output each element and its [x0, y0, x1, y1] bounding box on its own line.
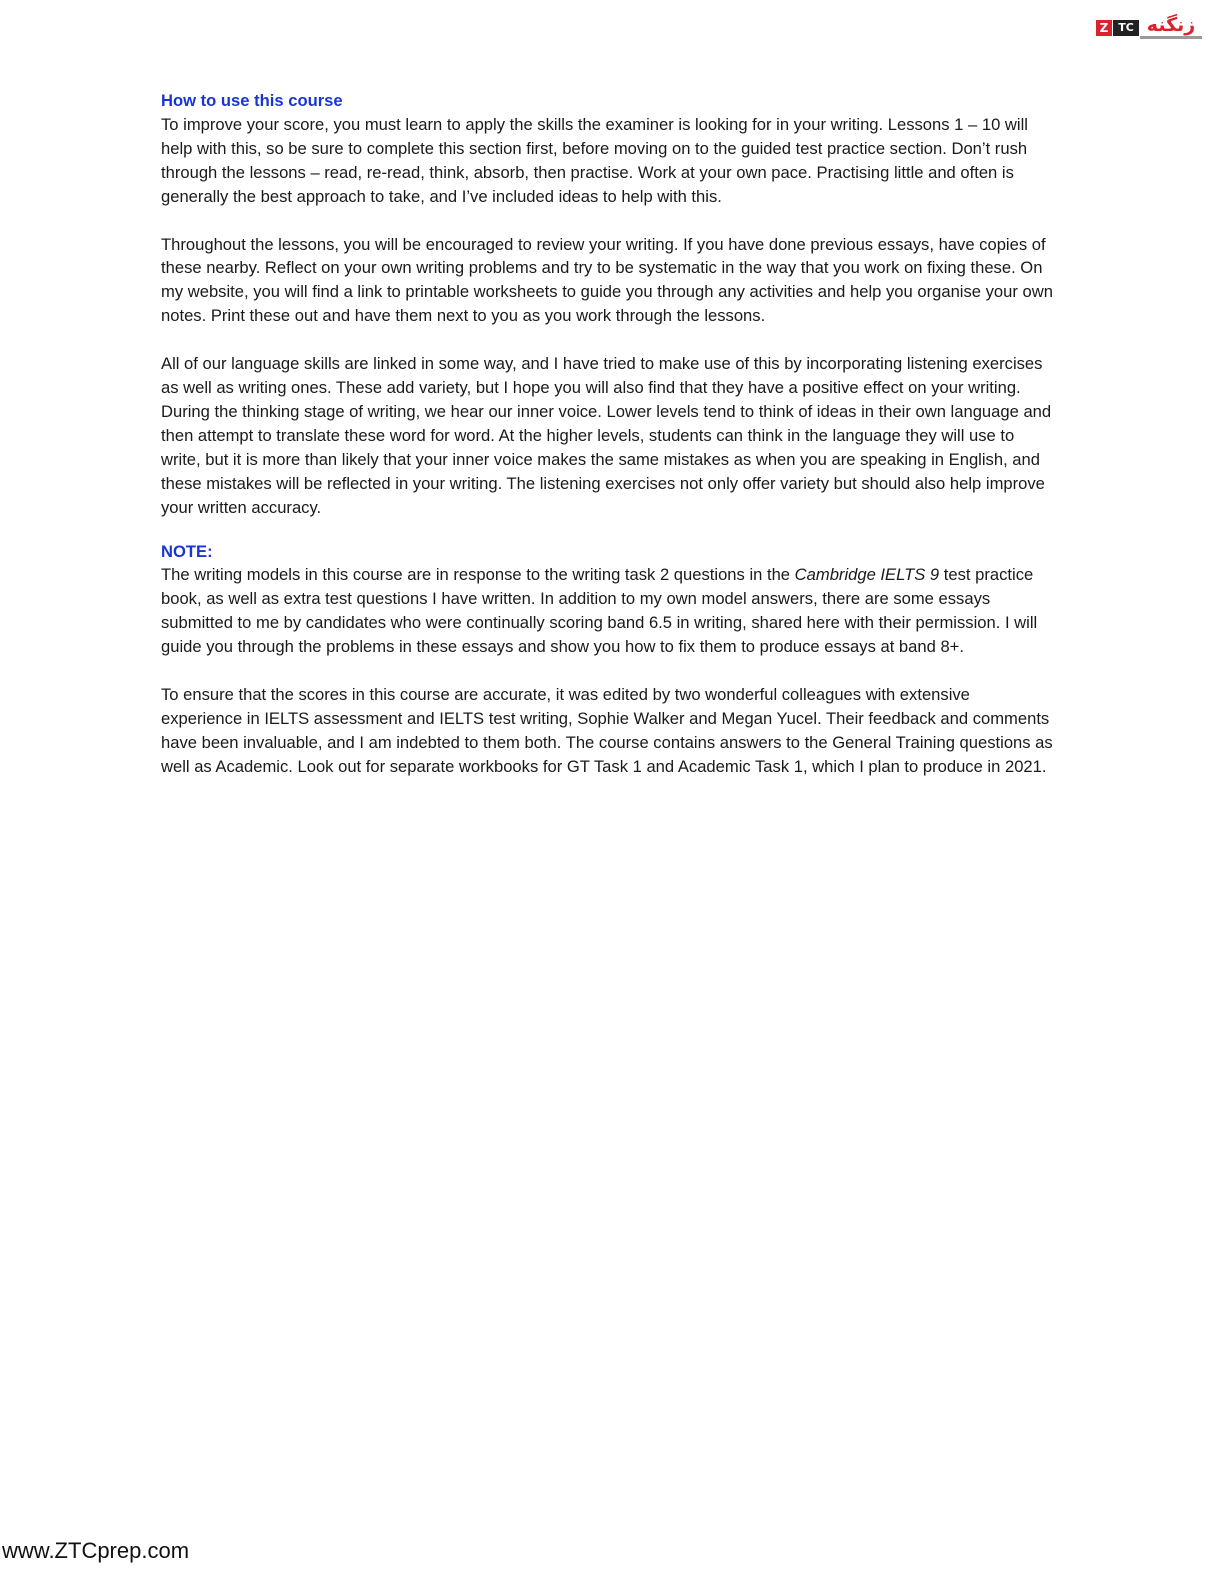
paragraph-writing-models [161, 563, 1053, 659]
logo-tc-mark: TC [1113, 20, 1139, 36]
logo-tagline-bar [1140, 36, 1202, 39]
section-spacer [161, 520, 1053, 540]
book-title: Cambridge IELTS 9 [794, 565, 940, 585]
section-heading-note: NOTE: [161, 541, 213, 561]
paragraph-improve-score: To improve your score, you must learn to apply the skills the examiner is looking for in your writing. Lessons 1 – 10 will help with this, so be sure to complete this section first, before moving on to the guided test practice section. Don’t rush through the lessons – read, re-read, think, absorb, then practise. Work at your own pace. Practising little and often is generally the best approach to take, and I’ve included ideas to help with this. [161, 114, 1028, 206]
page-content [161, 89, 1053, 779]
paragraph-review-writing: Throughout the lessons, you will be encouraged to review your writing. If you have done previous essays, have copies of these nearby. Reflect on your own writing problems and try to be systematic in the way that you work on fixing these. On my website, you will find a link to printable worksheets to guide you through any activities and help you organise your own notes. Print these out and have them next to you as you work through the lessons. [161, 234, 1053, 326]
ztc-logo [1096, 12, 1206, 42]
section-heading-how-to-use: How to use this course [161, 91, 343, 110]
writing-models-text-end: test practice book, as well as extra test questions I have written. In addition to my own model answers, there are some essays submitted to me by candidates who were continually scoring band 6.5 in writing, shared here with their permission. I will guide you through the problems in these essays and show you how to fix them to produce essays at band 8+. [161, 565, 1038, 657]
writing-models-text-start: The writing models in this course are in response to the writing task 2 questions in the [161, 565, 795, 585]
paragraph-language-skills: All of our language skills are linked in some way, and I have tried to make use of this by incorporating listening exercises as well as writing ones. These add variety, but I hope you will also find that they have a positive effect on your writing. During the thinking stage of writing, we hear our inner voice. Lower levels tend to think of ideas in their own language and then attempt to translate these word for word. At the higher levels, students can think in the language they will use to write, but it is more than likely that your inner voice makes the same mistakes as when you are speaking in English, and these mistakes will be reflected in your writing. The listening exercises not only offer variety but should also help improve your written accuracy. [161, 354, 1052, 517]
paragraph-accuracy-of-scores: To ensure that the scores in this course are accurate, it was edited by two wonderful colleagues with extensive experience in IELTS assessment and IELTS test writing, Sophie Walker and Megan Yucel. Their feedback and comments have been invaluable, and I am indebted to them both. The course contains answers to the General Training questions as well as Academic. Look out for separate workbooks for GT Task 1 and Academic Task 1, which I plan to produce in 2021. [161, 685, 1053, 776]
logo-farsi-text: زنگنه [1146, 14, 1196, 36]
footer-website-url: www.ZTCprep.com [2, 1538, 190, 1563]
logo-z-mark: Z [1096, 20, 1112, 36]
